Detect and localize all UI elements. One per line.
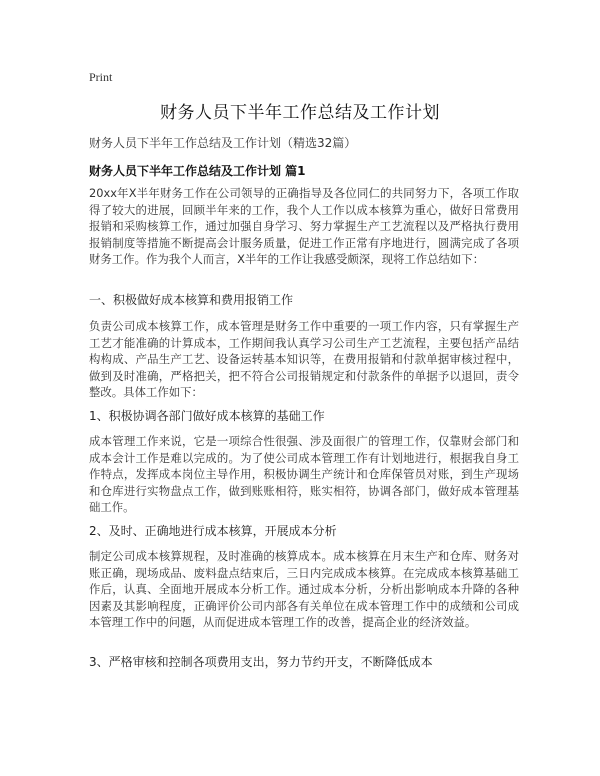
- heading-expense-control: 3、严格审核和控制各项费用支出，努力节约开支，不断降低成本: [89, 655, 433, 669]
- paragraph-cost-accounting: 负责公司成本核算工作，成本管理是财务工作中重要的一项工作内容，只有掌握生产工艺才能准确的计算成本，工作期间我认真学习公司生产工艺流程，主要包括产品结构构成、产品生产工艺、设备运转基本知识等，在费用报销和付款单据审核过程中，做到及时准确，严格把关，把不符合公司报销规定和付款条件的单据予以退回，责令整改。具体工作如下：: [89, 319, 519, 400]
- heading-cost-analysis: 2、及时、正确地进行成本核算，开展成本分析: [89, 524, 337, 538]
- print-label[interactable]: Print: [89, 70, 113, 84]
- document-subtitle: 财务人员下半年工作总结及工作计划（精选32篇）: [89, 136, 357, 150]
- page-title: 财务人员下半年工作总结及工作计划: [160, 103, 440, 123]
- heading-cost-accounting: 一、积极做好成本核算和费用报销工作: [89, 293, 294, 307]
- paragraph-cost-analysis: 制定公司成本核算规程，及时准确的核算成本。成本核算在月末生产和仓库、财务对账正确，现场成品、废料盘点结束后，三日内完成成本核算。在完成成本核算基础工作后，认真、全面地开展成本分析工作。通过成本分析，分析出影响成本升降的各种因素及其影响程度，正确评价公司内部各有关单位在成本管理工作中的成绩和公司成本管理工作中的问题，从而促进成本管理工作的改善，提高企业的经济效益。: [89, 549, 519, 630]
- section-title: 财务人员下半年工作总结及工作计划 篇1: [89, 164, 306, 178]
- intro-paragraph: 20xx年X半年财务工作在公司领导的正确指导及各位同仁的共同努力下，各项工作取得了较大的进展，回顾半年来的工作，我个人工作以成本核算为重心，做好日常费用报销和采购核算工作，通过加强自身学习、努力掌握生产工艺流程以及严格执行费用报销制度等措施不断提高会计服务质量，促进工作正常有序地进行，圆满完成了各项财务工作。作为我个人而言，X半年的工作让我感受颇深，现将工作总结如下：: [89, 186, 519, 267]
- heading-coordinate-departments: 1、积极协调各部门做好成本核算的基础工作: [89, 409, 325, 423]
- paragraph-coordinate-departments: 成本管理工作来说，它是一项综合性很强、涉及面很广的管理工作，仅靠财会部门和成本会计工作是难以完成的。为了使公司成本管理工作有计划地进行，根据我自身工作特点，发挥成本岗位主导作用，积极协调生产统计和仓库保管员对账，到生产现场和仓库进行实物盘点工作，做到账账相符，账实相符，协调各部门，做好成本管理基础工作。: [89, 434, 519, 515]
